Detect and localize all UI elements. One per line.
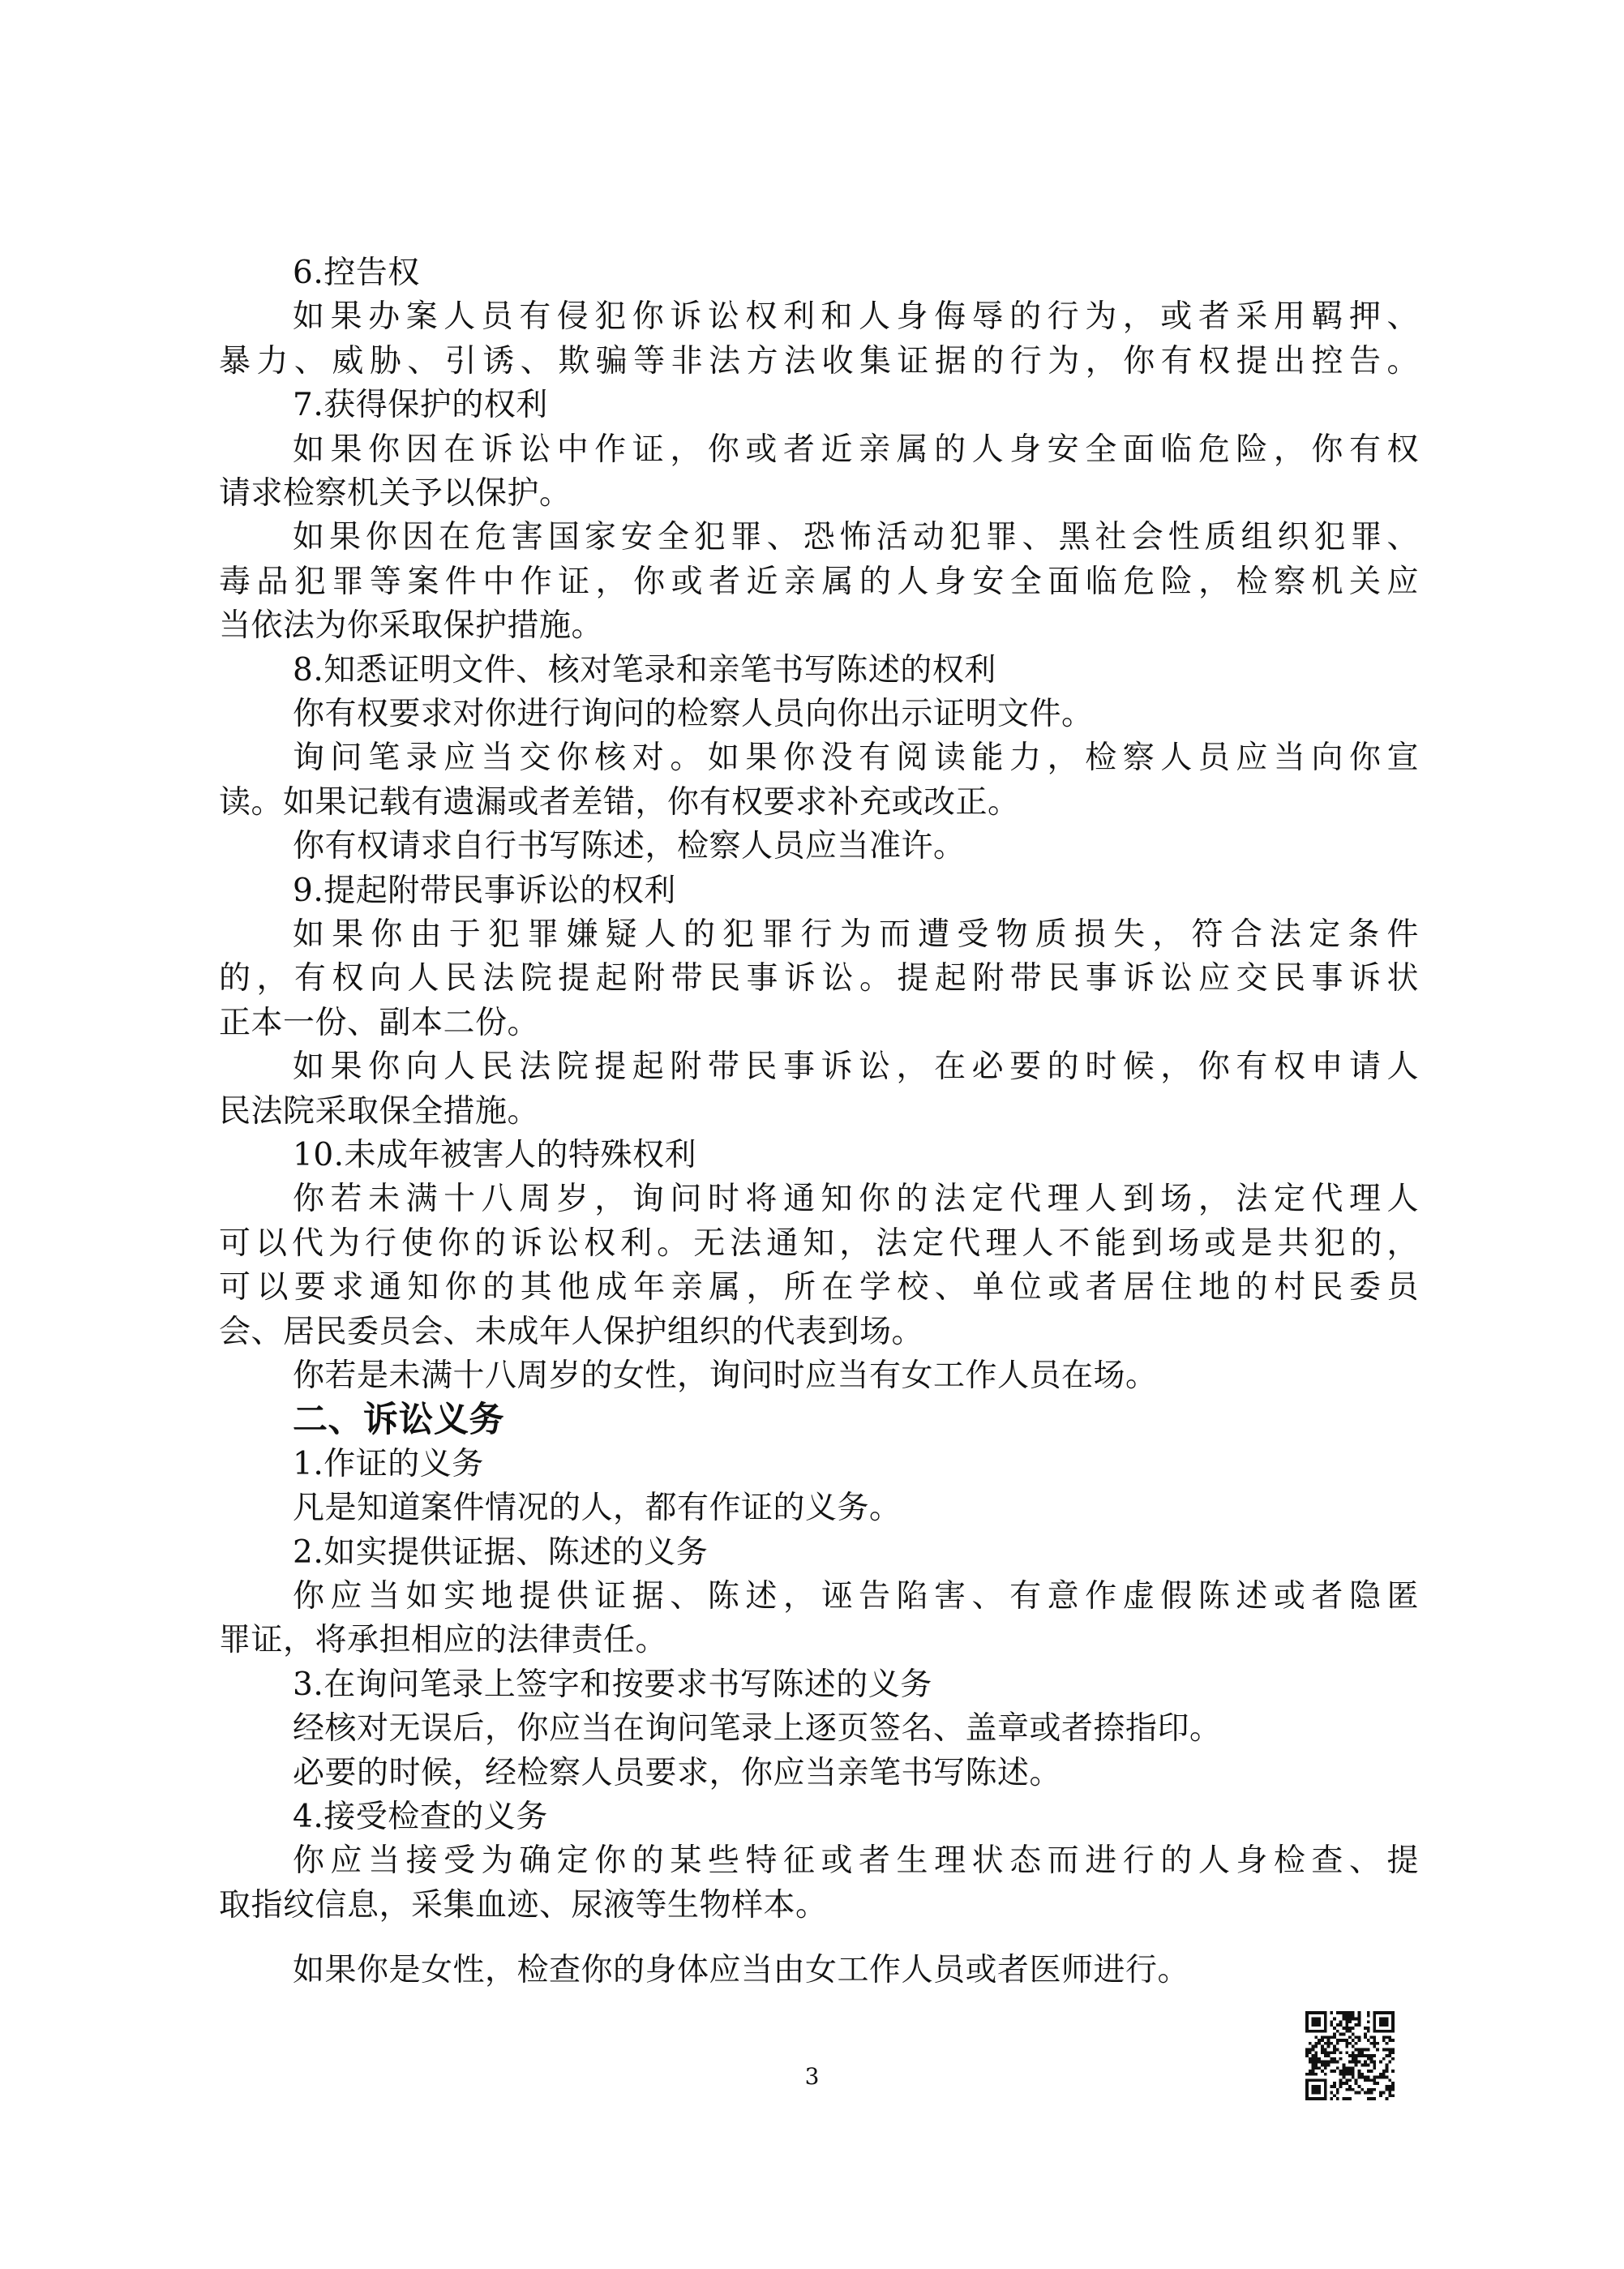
text-line: 凡是知道案件情况的人，都有作证的义务。 bbox=[293, 1490, 902, 1527]
text-line: 可以要求通知你的其他成年亲属，所在学校、单位或者居住地的村民委员 bbox=[219, 1269, 1419, 1306]
text-line: 4.接受检查的义务 bbox=[293, 1799, 548, 1835]
text-line: 你应当接受为确定你的某些特征或者生理状态而进行的人身检查、提 bbox=[293, 1842, 1419, 1880]
text-line: 当依法为你采取保护措施。 bbox=[219, 607, 604, 645]
text-line: 8.知悉证明文件、核对笔录和亲笔书写陈述的权利 bbox=[293, 651, 996, 688]
text-line: 2.如实提供证据、陈述的义务 bbox=[293, 1533, 709, 1571]
qr-code-icon bbox=[1305, 2011, 1395, 2100]
text-line: 民法院采取保全措施。 bbox=[219, 1092, 540, 1130]
text-line: 你有权请求自行书写陈述，检察人员应当准许。 bbox=[293, 828, 966, 865]
text-line: 如果你由于犯罪嫌疑人的犯罪行为而遭受物质损失，符合法定条件 bbox=[293, 916, 1419, 953]
text-line: 询问笔录应当交你核对。如果你没有阅读能力，检察人员应当向你宣 bbox=[293, 740, 1419, 777]
text-line: 暴力、威胁、引诱、欺骗等非法方法收集证据的行为，你有权提出控告。 bbox=[219, 342, 1419, 380]
text-line: 3.在询问笔录上签字和按要求书写陈述的义务 bbox=[293, 1666, 932, 1703]
text-line: 你若未满十八周岁，询问时将通知你的法定代理人到场，法定代理人 bbox=[293, 1181, 1419, 1218]
text-line: 经核对无误后，你应当在询问笔录上逐页签名、盖章或者捺指印。 bbox=[293, 1710, 1222, 1748]
text-line: 如果你因在诉讼中作证，你或者近亲属的人身安全面临危险，你有权 bbox=[293, 431, 1419, 468]
text-line: 如果办案人员有侵犯你诉讼权利和人身侮辱的行为，或者采用羁押、 bbox=[293, 298, 1419, 336]
text-line: 正本一份、副本二份。 bbox=[219, 1004, 540, 1041]
text-line: 的，有权向人民法院提起附带民事诉讼。提起附带民事诉讼应交民事诉状 bbox=[219, 960, 1419, 997]
text-line: 你若是未满十八周岁的女性，询问时应当有女工作人员在场。 bbox=[293, 1358, 1158, 1394]
text-line: 你有权要求对你进行询问的检察人员向你出示证明文件。 bbox=[293, 696, 1094, 732]
text-line: 毒品犯罪等案件中作证，你或者近亲属的人身安全面临危险，检察机关应 bbox=[219, 563, 1419, 600]
text-line: 7.获得保护的权利 bbox=[293, 387, 548, 424]
text-line: 会、居民委员会、未成年人保护组织的代表到场。 bbox=[219, 1313, 924, 1350]
page-number: 3 bbox=[804, 2063, 820, 2090]
text-line: 10.未成年被害人的特殊权利 bbox=[293, 1137, 697, 1173]
text-line: 罪证，将承担相应的法律责任。 bbox=[219, 1622, 668, 1659]
text-line: 如果你向人民法院提起附带民事诉讼，在必要的时候，你有权申请人 bbox=[293, 1049, 1419, 1086]
text-line: 可以代为行使你的诉讼权利。无法通知，法定代理人不能到场或是共犯的， bbox=[219, 1225, 1419, 1262]
text-line: 1.作证的义务 bbox=[293, 1445, 484, 1482]
text-line: 取指纹信息，采集血迹、尿液等生物样本。 bbox=[219, 1886, 828, 1924]
text-line: 6.控告权 bbox=[293, 255, 420, 291]
text-line: 读。如果记载有遗漏或者差错，你有权要求补充或改正。 bbox=[219, 783, 1020, 821]
text-line: 9.提起附带民事诉讼的权利 bbox=[293, 872, 676, 909]
text-line: 如果你是女性，检查你的身体应当由女工作人员或者医师进行。 bbox=[293, 1952, 1190, 1989]
text-line: 你应当如实地提供证据、陈述，诬告陷害、有意作虚假陈述或者隐匿 bbox=[293, 1578, 1419, 1615]
section-heading: 二、诉讼义务 bbox=[293, 1400, 504, 1441]
text-line: 请求检察机关予以保护。 bbox=[219, 475, 572, 512]
text-line: 必要的时候，经检察人员要求，你应当亲笔书写陈述。 bbox=[293, 1754, 1062, 1791]
text-line: 如果你因在危害国家安全犯罪、恐怖活动犯罪、黑社会性质组织犯罪、 bbox=[293, 519, 1419, 556]
